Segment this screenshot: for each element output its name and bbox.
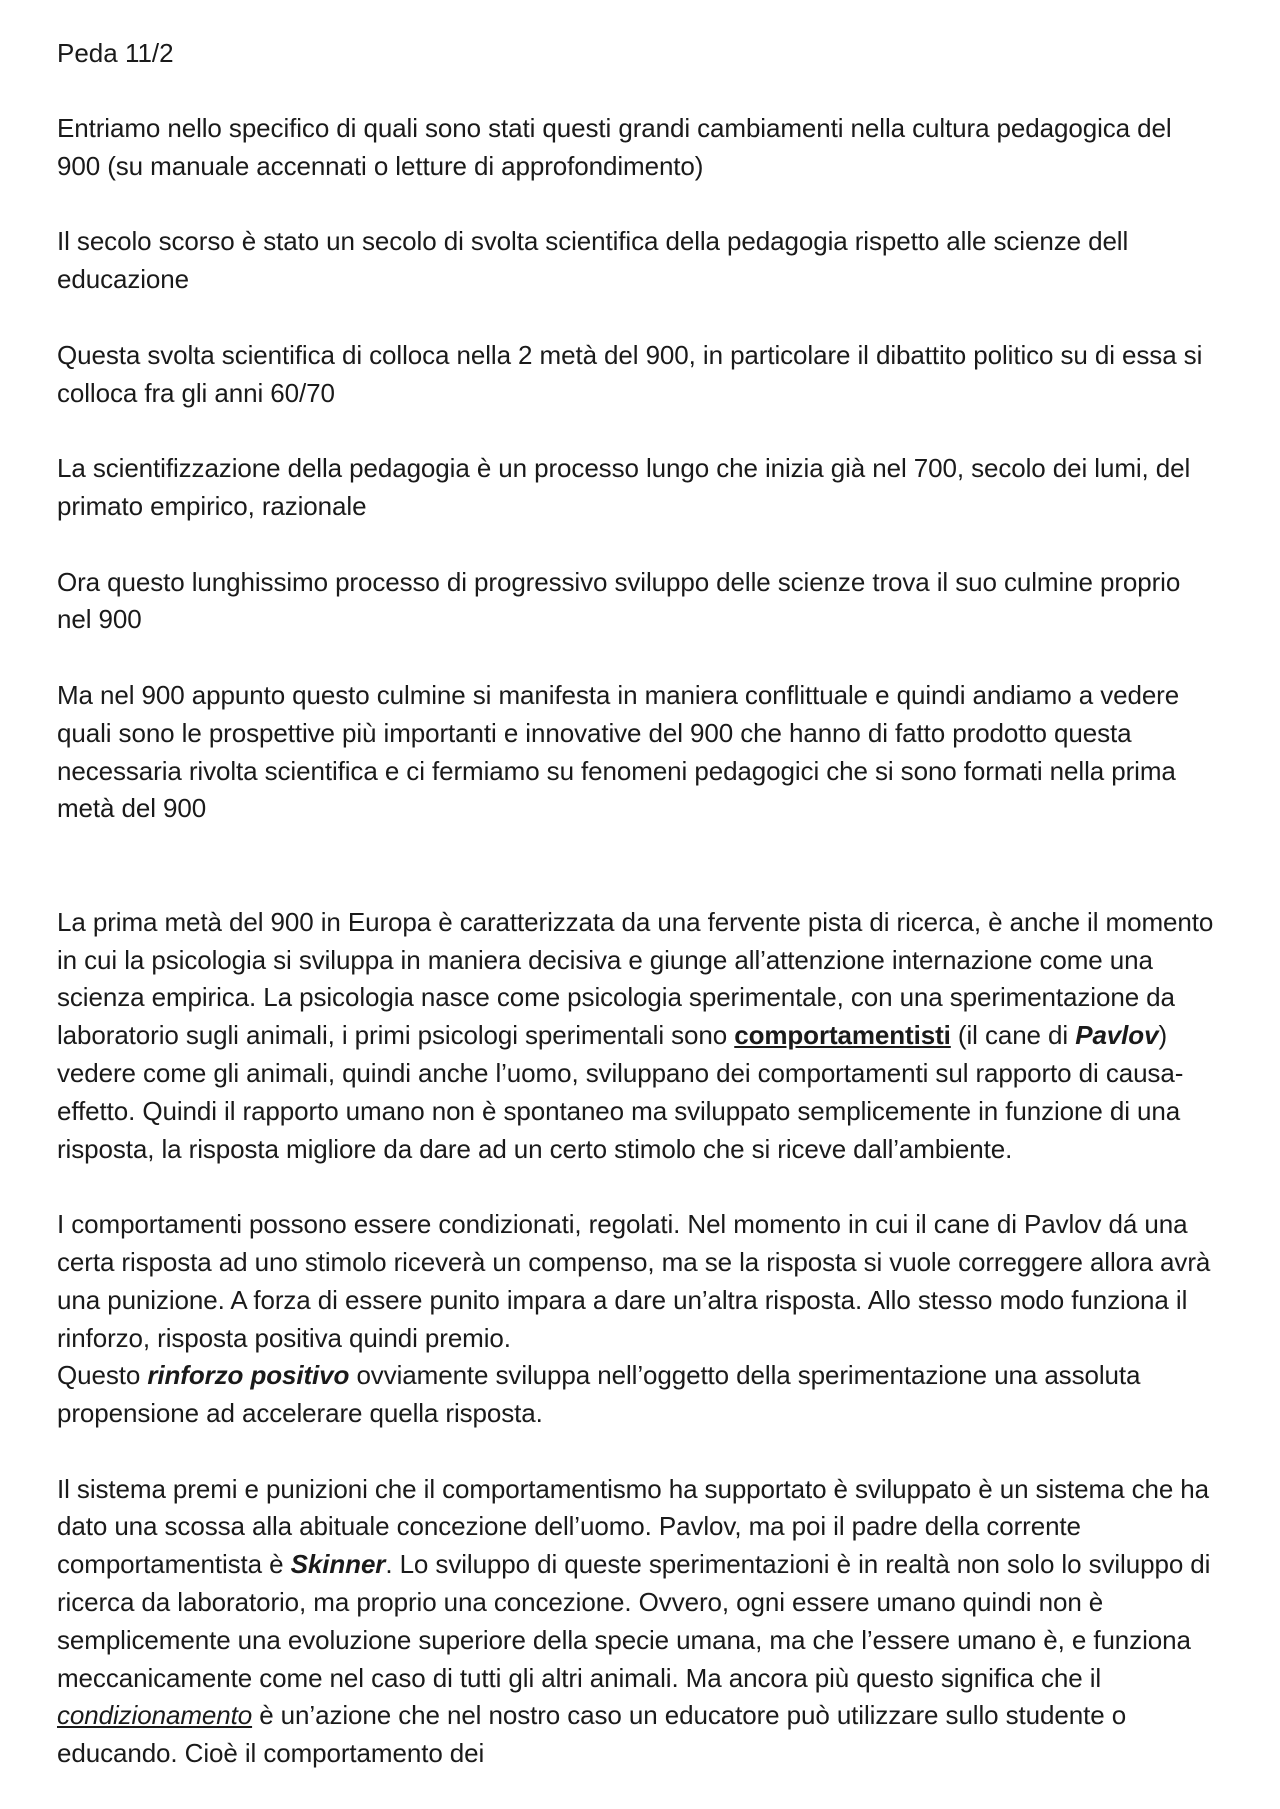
text-run: Questo <box>57 1360 148 1391</box>
paragraph: Entriamo nello specifico di quali sono stati questi grandi cambiamenti nella cultura pedagogica del 900 (su manuale accennati o letture di approfondimento) <box>57 113 1172 181</box>
term-comportamentisti: comportamentisti <box>734 1020 951 1051</box>
paragraph-conditioning <box>57 1206 1217 1433</box>
text-run: . Lo sviluppo di queste sperimentazioni è in realtà non solo lo sviluppo di ricerca da laboratorio, ma proprio una concezione. Ovvero, ogni essere umano quindi non è semplicemente una evoluzione superiore della specie umana, ma che l’essere umano è, e funziona meccanicamente come nel caso di tutti gli altri animali. Ma ancora più questo significa che il <box>57 1549 1211 1693</box>
name-pavlov: Pavlov <box>1075 1020 1159 1051</box>
term-condizionamento: condizionamento <box>57 1700 253 1731</box>
paragraph: Ma nel 900 appunto questo culmine si manifesta in maniera conflittuale e quindi andiamo a vedere quali sono le prospettive più importanti e innovative del 900 che hanno di fatto prodotto questa necessaria rivolta scientifica e ci fermiamo su fenomeni pedagogici che si sono formati nella prima metà del 900 <box>57 679 1180 824</box>
paragraph: Il secolo scorso è stato un secolo di svolta scientifica della pedagogia rispetto alle scienze dell educazione <box>57 226 1129 295</box>
term-rinforzo-positivo: rinforzo positivo <box>147 1360 350 1391</box>
paragraph: Ora questo lunghissimo processo di progressivo sviluppo delle scienze trova il suo culmine proprio nel 900 <box>57 566 1181 635</box>
paragraph: La scientifizzazione della pedagogia è un processo lungo che inizia già nel 700, secolo dei lumi, del primato empirico, razionale <box>57 453 1191 521</box>
paragraph-behaviorism-intro <box>57 904 1217 1169</box>
text-run: ) vedere come gli animali, quindi anche l’uomo, sviluppano dei comportamenti sul rapporto di causa-effetto. Quindi il rapporto umano non è spontaneo ma sviluppato semplicemente in funzione di una risposta, la risposta migliore da dare ad un certo stimolo che si riceve dall’ambiente. <box>57 1020 1184 1164</box>
text-run: I comportamenti possono essere condizionati, regolati. Nel momento in cui il cane di Pavlov dá una certa risposta ad uno stimolo riceverà un compenso, ma se la risposta si vuole correggere allora avrà una punizione. A forza di essere punito impara a dare un’altra risposta. Allo stesso modo funziona il rinforzo, risposta positiva quindi premio. <box>57 1209 1211 1353</box>
text-run: è un’azione che nel nostro caso un educatore può utilizzare sullo studente o educando. Cioè il comportamento dei <box>57 1700 1127 1769</box>
paragraph: Questa svolta scientifica di colloca nella 2 metà del 900, in particolare il dibattito politico su di essa si colloca fra gli anni 60/70 <box>57 339 1203 408</box>
text-run: ovviamente sviluppa nell’oggetto della sperimentazione una assoluta propensione ad accelerare quella risposta. <box>57 1360 1141 1429</box>
document-title: Peda 11/2 <box>57 38 174 68</box>
name-skinner: Skinner <box>290 1549 386 1580</box>
text-run: (il cane di <box>950 1020 1076 1051</box>
document-page <box>57 34 1217 1773</box>
paragraph-reward-punishment <box>57 1471 1217 1773</box>
text-run: Il sistema premi e punizioni che il comportamentismo ha supportato è sviluppato è un sistema che ha dato una scossa alla abituale concezione dell’uomo. Pavlov, ma poi il padre della corrente comportamentista è <box>57 1473 1210 1580</box>
text-run: La prima metà del 900 in Europa è caratterizzata da una fervente pista di ricerca, è anche il momento in cui la psicologia si sviluppa in maniera decisiva e giunge all’attenzione internazione come una scienza empirica. La psicologia nasce come psicologia sperimentale, con una sperimentazione da laboratorio sugli animali, i primi psicologi sperimentali sono <box>57 906 1214 1051</box>
